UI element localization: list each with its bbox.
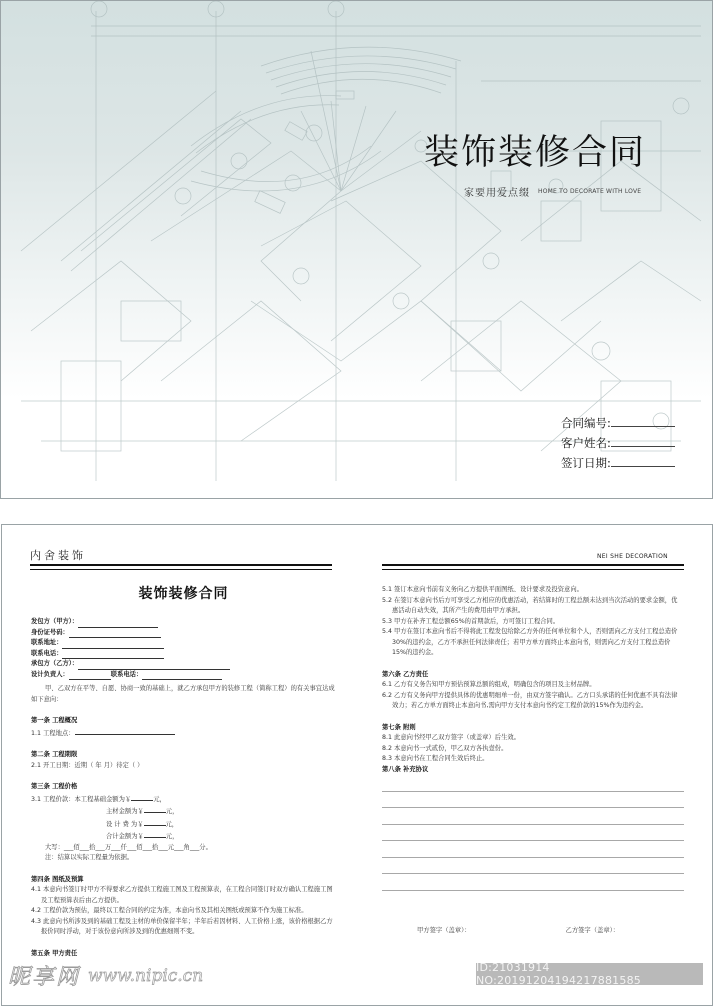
phone-blank[interactable] [62,651,164,659]
clause-4-1: 4.1 本意向书签订时甲方不得要求乙方提供工程施工图及工程预算表，在工程合同签订时双方确认工程施工图及工程预算表后由乙方提供。 [31,886,333,904]
contract-number-label: 合同编号: [561,416,611,430]
yuan-unit: 元， [165,808,179,815]
main-material-label: 主材金额为￥ [106,808,144,815]
party-b-label: 承包方（乙方）： [31,660,79,667]
clause-8-2: 8.2 本意向书一式贰份，甲乙双方各执壹份。 [382,744,508,752]
supplement-line[interactable] [382,874,684,891]
base-amount-label: 3.1 工程价款：本工程基础金额为￥ [31,795,132,803]
clause-5-3: 5.3 甲方在补齐工程总额65%的首期款后，方可签订工程合同。 [382,617,560,625]
section-8-title: 第八条 补充协议 [382,765,429,773]
section-5-title: 第五条 甲方责任 [31,949,78,957]
contract-number-blank[interactable] [611,426,675,427]
cover-info-fields [561,411,675,471]
designer-phone-blank[interactable] [142,672,222,680]
party-a-label: 发包方（甲方）： [31,618,79,625]
start-date-clause: 2.1 开工日期：近期（ 年 月）待定（ ） [31,761,144,769]
inner-page [1,524,713,1006]
section-6-title: 第六条 乙方责任 [382,670,429,678]
site-location-field[interactable] [31,727,336,740]
site-location-blank[interactable] [75,727,175,735]
phone-label: 联系电话： [31,649,63,657]
intro-paragraph: 甲、乙双方在平等、自愿、协商一致的基础上，就乙方承包甲方的装修工程（简称工程）的有关事宜达成如下意向： [31,685,335,703]
id-number-field[interactable] [31,628,336,639]
cover-subtitle-en: HOME TO DECORATE WITH LOVE [538,188,642,195]
watermark-logo-url: www.nipic.cn [88,965,204,986]
contract-number-field[interactable] [561,411,675,431]
phone-field[interactable] [31,649,336,660]
clause-4-2: 4.2 工程价款为预估，最终以工程合同的约定为准，本意向书及其相关图纸或预算不作为施工标准。 [31,907,308,914]
supplement-line[interactable] [382,858,684,875]
cover-subtitle [464,184,641,199]
address-label: 联系地址： [31,639,63,646]
section-7-title: 第七条 附则 [382,723,416,731]
customer-name-label: 客户姓名: [561,436,611,450]
clause-6-1: 6.1 乙方有义务告知甲方预估预算总额的组成，明确包含的项目及主材品牌。 [382,681,596,688]
total-amount-field[interactable] [31,830,336,843]
sign-date-label: 签订日期: [561,456,611,470]
cover-page [0,0,713,499]
designer-phone-label: 联系电话： [110,670,143,678]
clause-6-2: 6.2 乙方有义务向甲方提供具体的优惠明细单一份，由双方签字确认。乙方口头承诺的任何优惠不具有法律效力；若乙方单方面终止本意向书,需向甲方支付本意向书约定工程价款的15%作为违约金。 [382,691,678,709]
main-material-amount-field[interactable] [31,805,336,818]
contract-left-column [31,585,336,959]
yuan-unit: 元， [153,795,166,803]
party-a-field[interactable] [31,617,336,628]
signature-row [417,925,619,934]
section-2-title: 第二条 工程期限 [31,751,78,758]
party-a-signature[interactable]: 甲方签字（盖章）： [417,927,471,934]
design-fee-field[interactable] [31,818,336,831]
clause-4-3: 4.3 此意向书所涉及到的基础工程及主材的单价保留半年；半年后若因材料、人工价格上涨，该价格根据乙方报价同时浮动，对于该份意向所涉及到的优惠细则不变。 [31,917,333,935]
address-blank[interactable] [62,641,164,649]
supplement-line[interactable] [382,808,684,825]
supplement-line[interactable] [382,775,684,792]
supplement-line[interactable] [382,825,684,842]
designer-blank[interactable] [69,672,111,680]
clause-8-1: 8.1 此意向书经甲乙双方签字（或盖章）后生效。 [382,734,520,741]
site-location-label: 1.1 工程地点： [31,729,75,737]
watermark-id-badge: ID:21031914 NO:20191204194217881585 [476,963,703,985]
section-1-title: 第一条 工程概况 [31,717,78,724]
yuan-unit: 元， [165,820,179,828]
capital-amount-field[interactable]: 大写：___佰___拾___万___仟___佰___拾___元___角___分。 [45,843,212,851]
section-4-title: 第四条 图纸及预算 [31,875,84,883]
id-number-label: 身份证号码： [31,628,69,636]
sign-date-field[interactable] [561,451,675,471]
party-b-field[interactable] [31,659,336,670]
total-amount-blank[interactable] [144,830,166,838]
base-amount-blank[interactable] [131,793,153,801]
supplement-line[interactable] [382,792,684,809]
design-fee-label: 设 计 费 为￥ [106,820,144,828]
id-number-blank[interactable] [69,630,161,638]
settlement-note: 注：结算以实际工程量为依据。 [45,854,134,861]
clause-8-3: 8.3 本意向书在工程合同生效后终止。 [382,755,489,762]
party-a-blank[interactable] [78,620,158,628]
header-brand-cn: 内舍装饰 [30,549,86,562]
header-rule-left-thin [30,569,332,570]
party-b-signature[interactable]: 乙方签字（盖章）： [565,927,620,934]
main-material-blank[interactable] [144,805,166,813]
supplement-lines[interactable] [382,775,682,891]
header-brand-en: NEI SHE DECORATION [597,553,668,560]
cover-title: 装饰装修合同 [424,133,647,173]
contract-right-column [382,585,682,891]
header-rule-right [382,564,684,566]
total-amount-label: 合计金额为￥ [106,833,144,840]
cover-subtitle-cn: 家要用爱点缀 [464,188,530,199]
clause-5-4: 5.4 甲方在签订本意向书后不得将此工程发包给除乙方外的任何单位和个人，否则需向乙方支付工程总造价30%的违约金，乙方不承担任何法律责任；若甲方单方面终止本意向书，则需向乙方支付工程总造价15%的违约金。 [382,628,678,656]
yuan-unit: 元， [165,833,179,840]
customer-name-blank[interactable] [611,446,675,447]
base-amount-field[interactable] [31,793,336,806]
party-b-blank[interactable] [78,662,230,670]
header-rule-left [30,564,332,566]
customer-name-field[interactable] [561,431,675,451]
clause-5-2: 5.2 在签订本意向书后方可享受乙方相应的优惠活动，若结算时的工程总额未达到当次活动的要求金额，优惠活动自动失效，其所产生的费用由甲方承担。 [382,596,678,614]
section-3-title: 第三条 工程价格 [31,783,78,790]
header-rule-right-thin [382,569,684,570]
supplement-line[interactable] [382,841,684,858]
address-field[interactable] [31,638,336,649]
sign-date-blank[interactable] [611,466,675,467]
nipic-watermark-logo [8,960,203,991]
designer-field[interactable] [31,670,336,681]
clause-5-1: 5.1 签订本意向书前有义务向乙方提供平面图纸、设计要求及投资意向。 [382,586,583,593]
watermark-logo-cn: 昵享网 [8,965,81,990]
design-fee-blank[interactable] [144,818,166,826]
document-title: 装饰装修合同 [138,586,229,602]
designer-label: 设计负责人： [31,670,69,678]
